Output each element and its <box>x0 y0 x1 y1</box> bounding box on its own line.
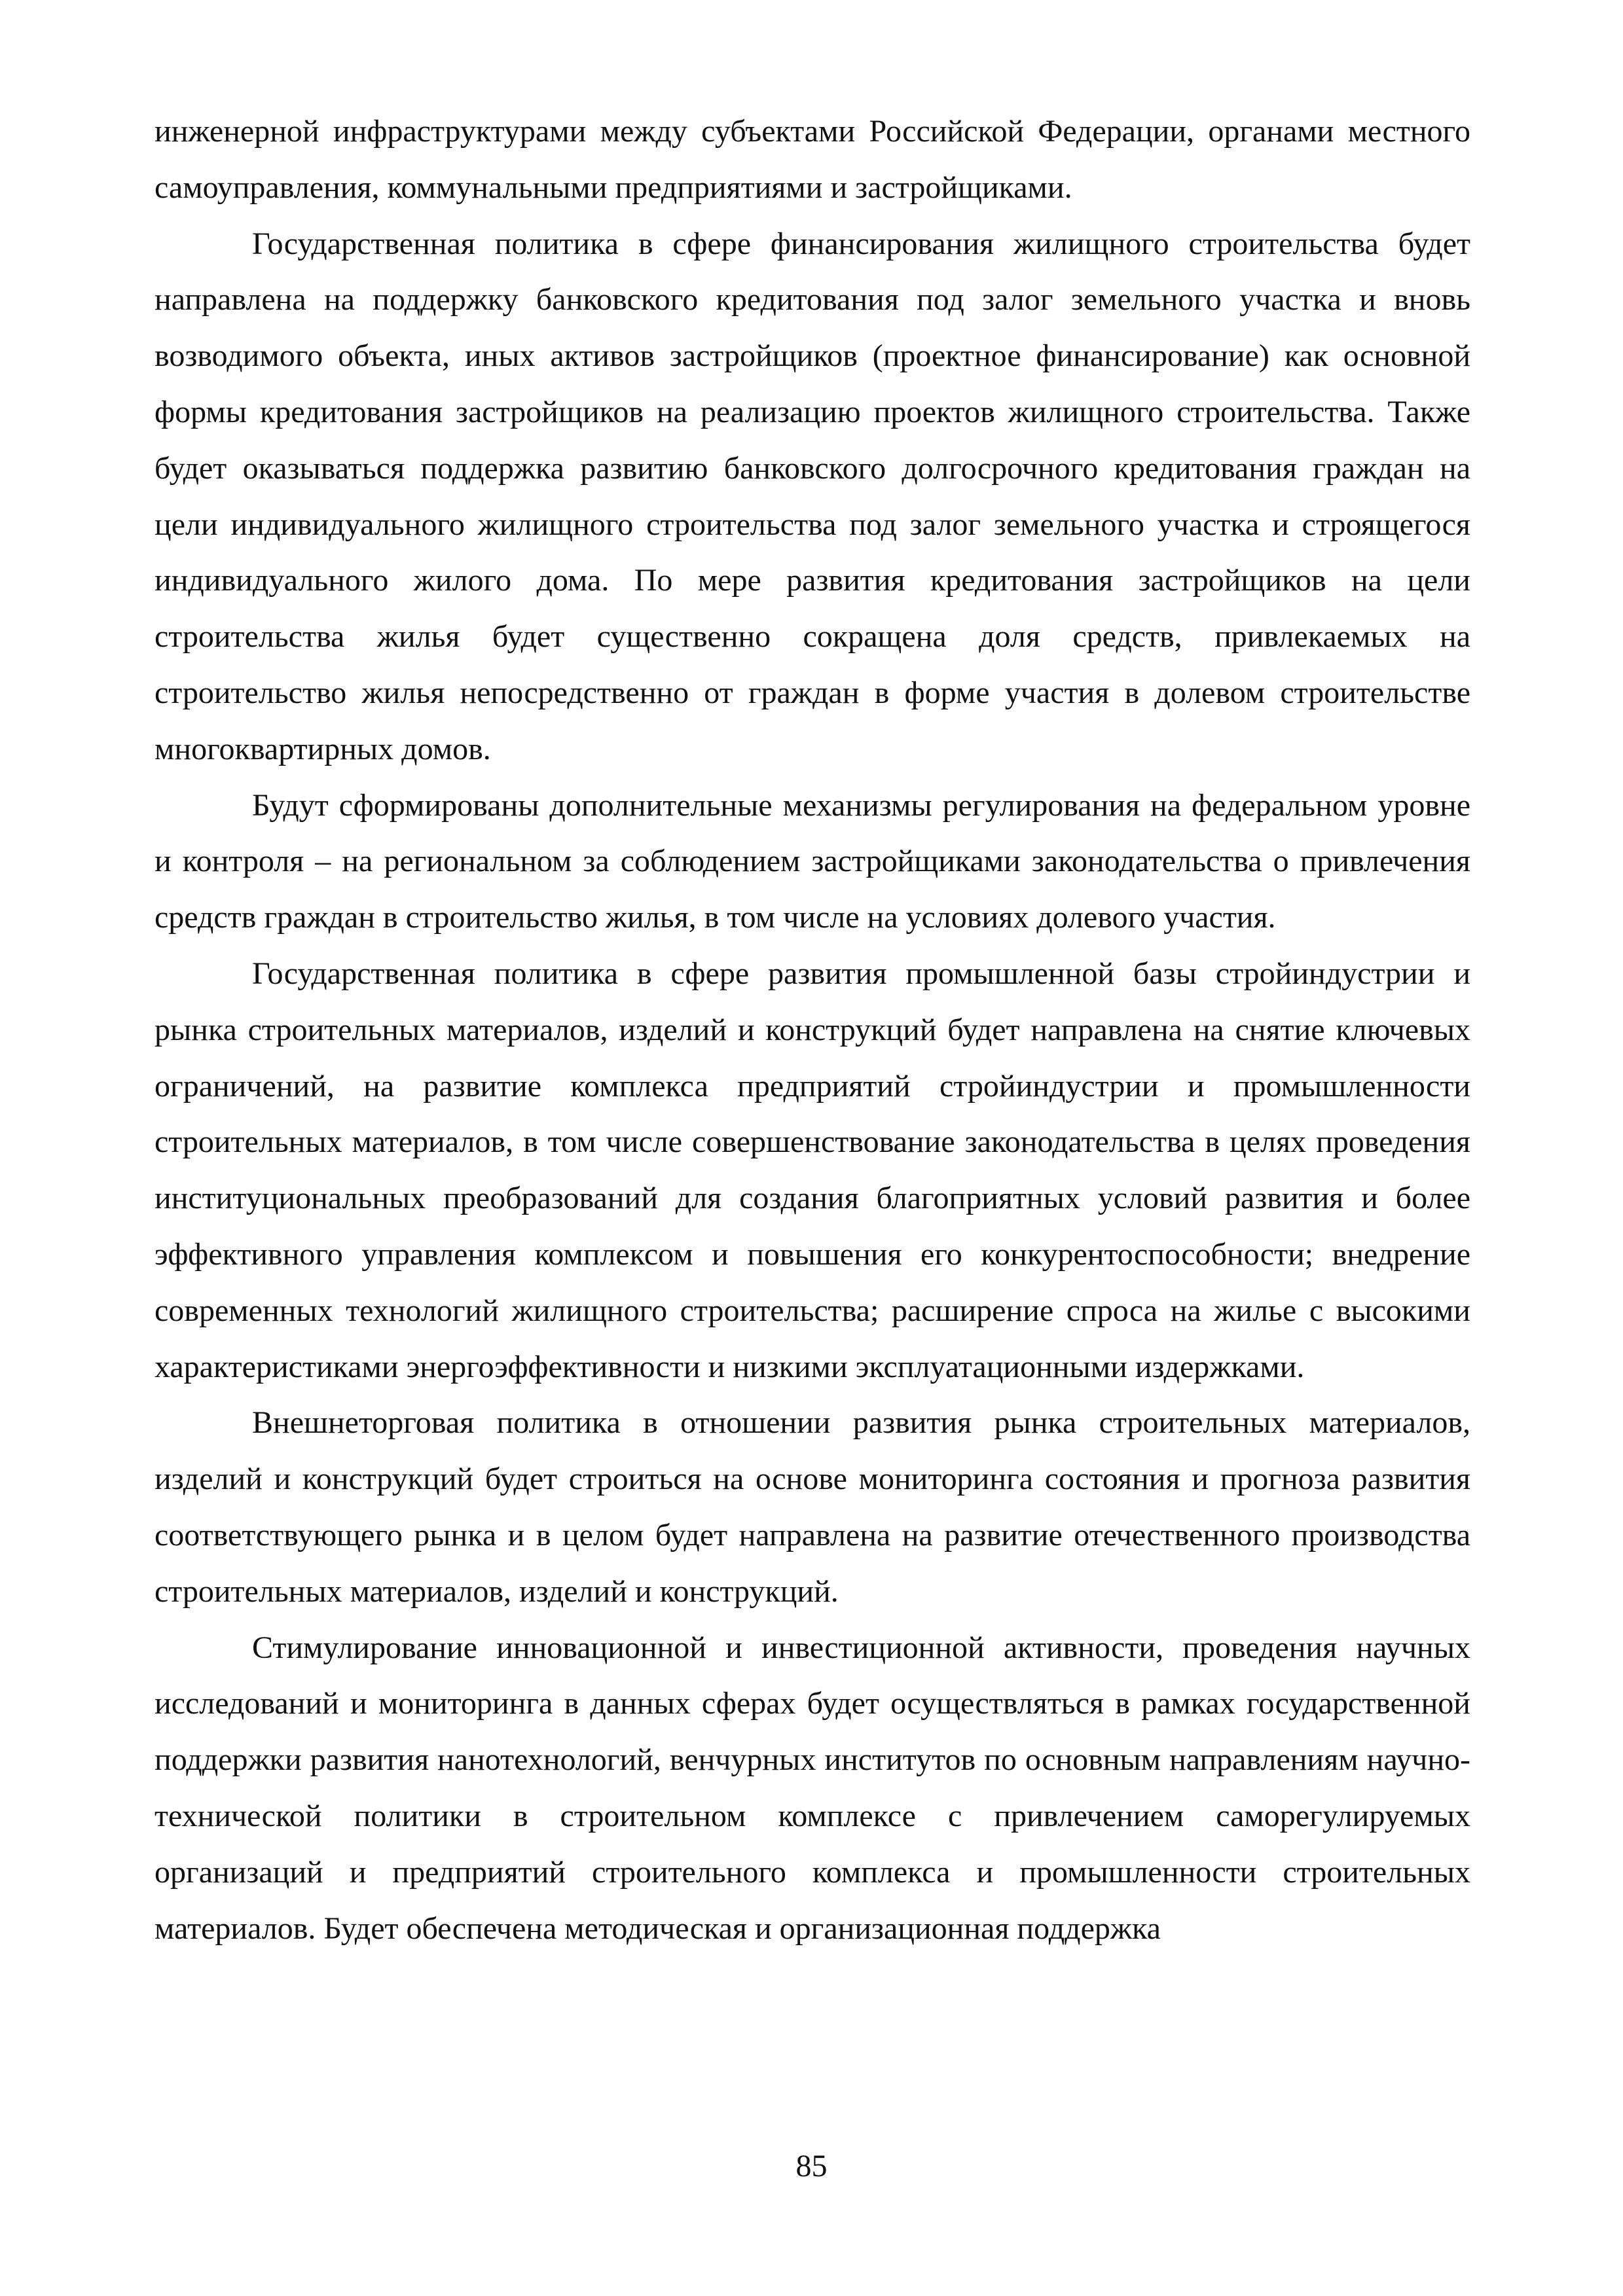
paragraph-regulation-mechanisms: Будут сформированы дополнительные механизмы регулирования на федеральном уровне и контроля – на региональном за соблюдением застройщиками законодательства о привлечения средств граждан в строительство жилья, в том числе на условиях долевого участия. <box>155 787 1470 935</box>
paragraph-foreign-trade: Внешнеторговая политика в отношении развития рынка строительных материалов, изделий и конструкций будет строиться на основе мониторинга состояния и прогноза развития соответствующего рынка и в целом будет направлена на развитие отечественного производства строительных материалов, изделий и конструкций. <box>155 1405 1470 1609</box>
page-number: 85 <box>795 2149 828 2183</box>
paragraph-construction-industry: Государственная политика в сфере развития промышленной базы стройиндустрии и рынка строительных материалов, изделий и конструкций будет направлена на снятие ключевых ограничений, на развитие комплекса предприятий стройиндустрии и промышленности строительных материалов, в том числе совершенствование законодательства в целях проведения институциональных преобразований для создания благоприятных условий развития и более эффективного управления комплексом и повышения его конкурентоспособности; внедрение современных технологий жилищного строительства; расширение спроса на жилье с высокими характеристиками энергоэффективности и низкими эксплуатационными издержками. <box>155 956 1470 1384</box>
body-text <box>155 103 1470 1956</box>
paragraph-housing-finance: Государственная политика в сфере финансирования жилищного строительства будет направлена на поддержку банковского кредитования под залог земельного участка и вновь возводимого объекта, иных активов застройщиков (проектное финансирование) как основной формы кредитования застройщиков на реализацию проектов жилищного строительства. Также будет оказываться поддержка развитию банковского долгосрочного кредитования граждан на цели индивидуального жилищного строительства под залог земельного участка и строящегося индивидуального жилого дома. По мере развития кредитования застройщиков на цели строительства жилья будет существенно сокращена доля средств, привлекаемых на строительство жилья непосредственно от граждан в форме участия в долевом строительстве многоквартирных домов. <box>155 226 1470 766</box>
paragraph-innovation: Стимулирование инновационной и инвестиционной активности, проведения научных исследований и мониторинга в данных сферах будет осуществляться в рамках государственной поддержки развития нанотехнологий, венчурных институтов по основным направлениям научно-технической политики в строительном комплексе с привлечением саморегулируемых организаций и предприятий строительного комплекса и промышленности строительных материалов. Будет обеспечена методическая и организационная поддержка <box>155 1630 1470 1946</box>
paragraph-continuation: инженерной инфраструктурами между субъектами Российской Федерации, органами местного самоуправления, коммунальными предприятиями и застройщиками. <box>155 114 1470 205</box>
